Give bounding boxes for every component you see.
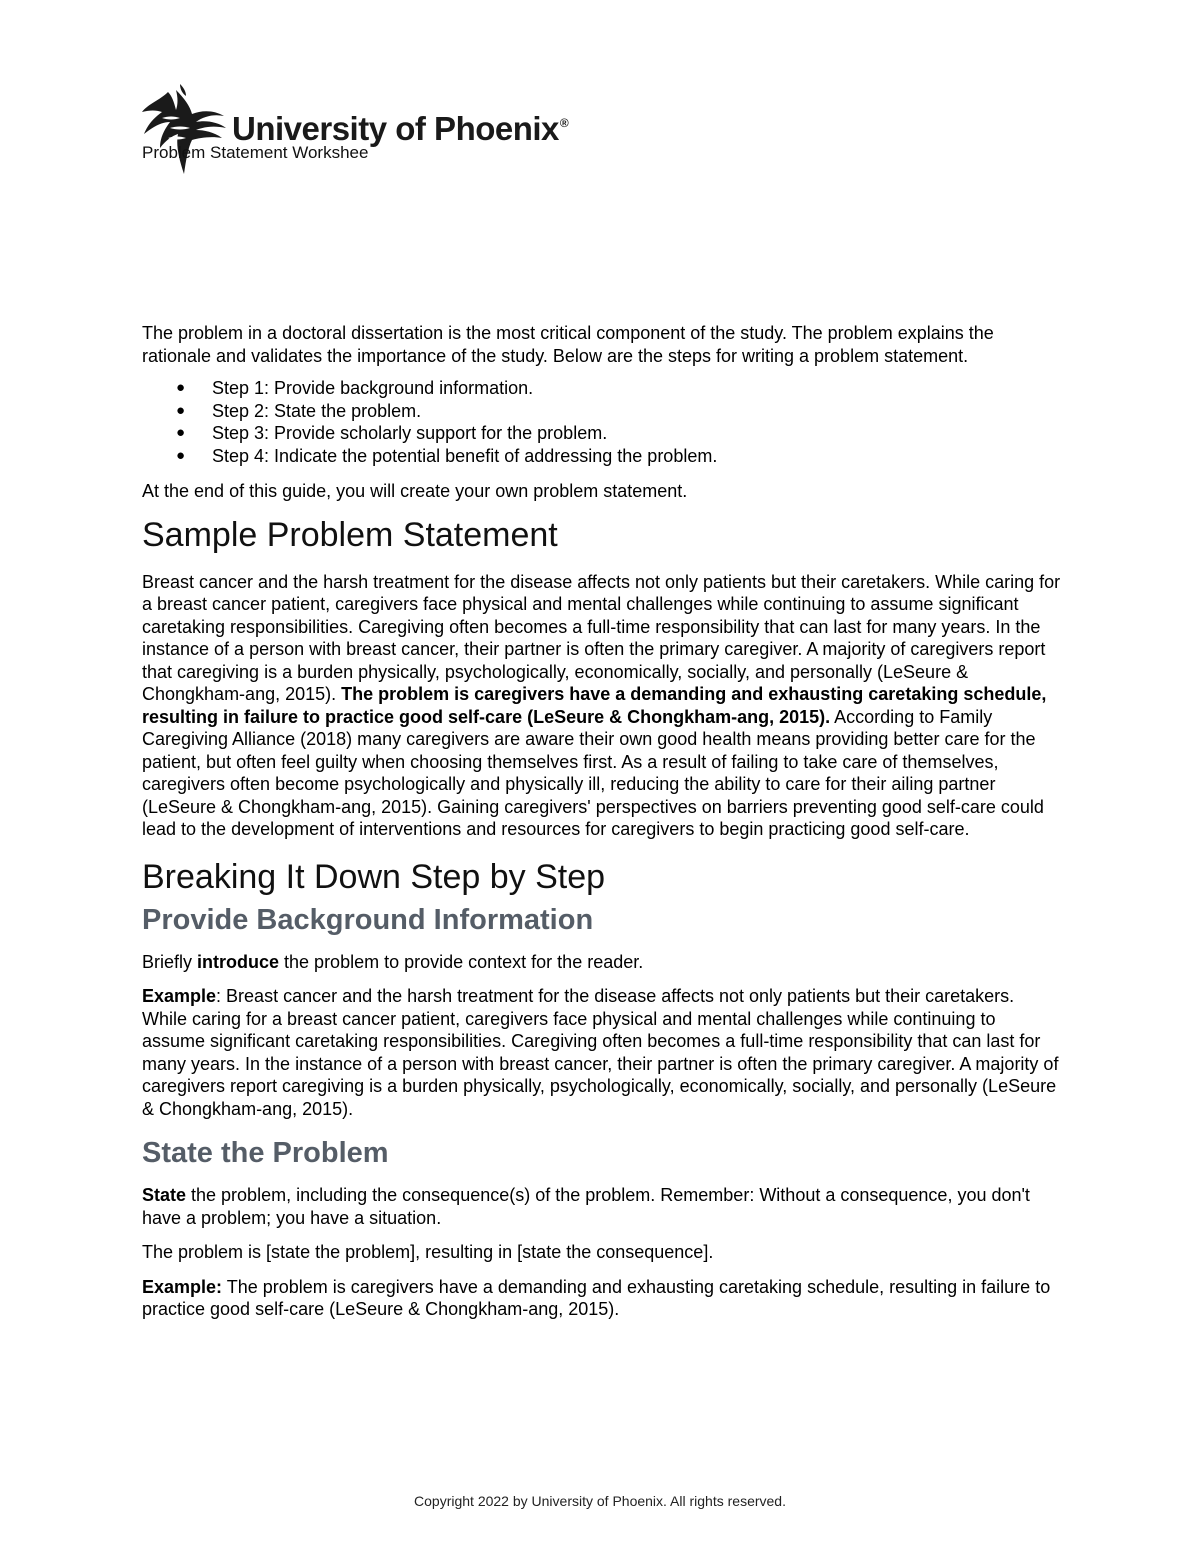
state-template: The problem is [state the problem], resulting in [state the consequence]. [142,1242,714,1262]
phoenix-bird-icon [140,82,230,182]
sample-paragraph: Breast cancer and the harsh treatment for the disease affects not only patients but their caretakers. While caring for a breast cancer patient, caregivers face physical and mental challenges while continuing to assume significant caretaking responsibilities. Caregiving often becomes a full-time responsibility that can last for many years. In the instance of a person with breast cancer, their partner is often the primary caregiver. A majority of caregivers report that caregiving is a burden physically, psychologically, economically, socially, and personally (LeSeure & Chongkham-ang, 2015). The problem is caregivers have a demanding and exhausting caretaking schedule, resulting in failure to practice good self-care (LeSeure & Chongkham-ang, 2015). According to Family Caregiving Alliance (2018) many caregivers are aware their own good health means providing better care for the patient, but often feel guilty when choosing themselves first. As a result of failing to take care of themselves, caregivers often become psychologically and physically ill, reducing the ability to care for their ailing partner (LeSeure & Chongkham-ang, 2015). Gaining caregivers' perspectives on barriers preventing good self-care could lead to the development of interventions and resources for caregivers to begin practicing good self-care. [142,571,1061,839]
background-heading: Provide Background Information [142,903,594,936]
state-instruction: State the problem, including the consequence(s) of the problem. Remember: Without a consequence, you don't have a problem; you have a situation. [142,1185,1030,1228]
registered-mark: ® [559,116,569,130]
bullet-icon: ● [176,401,186,419]
sample-heading: Sample Problem Statement [142,515,558,554]
copyright-footer: Copyright 2022 by University of Phoenix. All rights reserved. [414,1493,786,1509]
bullet-icon: ● [176,379,186,396]
steps-list [142,377,1062,467]
sample-problem-bold: The problem is caregivers have a demanding and exhausting caretaking schedule, resulting in failure to practice good self-care (LeSeure & Chongkham-ang, 2015). [142,684,1047,727]
bullet-icon: ● [176,424,186,441]
bullet-icon: ● [176,446,186,464]
document-body [142,322,1062,1333]
university-logo [140,82,569,182]
state-example: Example: The problem is caregivers have a demanding and exhausting caretaking schedule, resulting in failure to practice good self-care (LeSeure & Chongkham-ang, 2015). [142,1276,1051,1319]
intro-closing: At the end of this guide, you will create your own problem statement. [142,481,688,501]
list-item: ● Step 2: State the problem. [176,400,422,421]
logo-wordmark: University of Phoenix® [232,110,569,147]
list-item: ● Step 4: Indicate the potential benefit of addressing the problem. [176,445,718,466]
document-header-title: Problem Statement Workshee [142,143,369,162]
state-problem-heading: State the Problem [142,1137,389,1169]
example-label: Example: [142,1276,223,1297]
list-item: ● Step 3: Provide scholarly support for the problem. [176,423,608,443]
intro-paragraph: The problem in a doctoral dissertation is the most critical component of the study. The problem explains the rationale and validates the importance of the study. Below are the steps for writing a problem statement. [142,323,994,366]
background-example: Example: Breast cancer and the harsh treatment for the disease affects not only patients but their caretakers. While caring for a breast cancer patient, caregivers face physical and mental challenges while continuing to assume significant caretaking responsibilities. Caregiving often becomes a full-time responsibility that can last for many years. In the instance of a person with breast cancer, their partner is often the primary caregiver. A majority of caregivers report caregiving is a burden physically, psychologically, economically, socially, and personally (LeSeure & Chongkham-ang, 2015). [142,986,1059,1119]
breakdown-heading: Breaking It Down Step by Step [142,857,606,896]
example-label: Example [142,986,217,1006]
background-instruction: Briefly introduce the problem to provide context for the reader. [142,951,644,972]
list-item: ● Step 1: Provide background information. [176,378,534,398]
